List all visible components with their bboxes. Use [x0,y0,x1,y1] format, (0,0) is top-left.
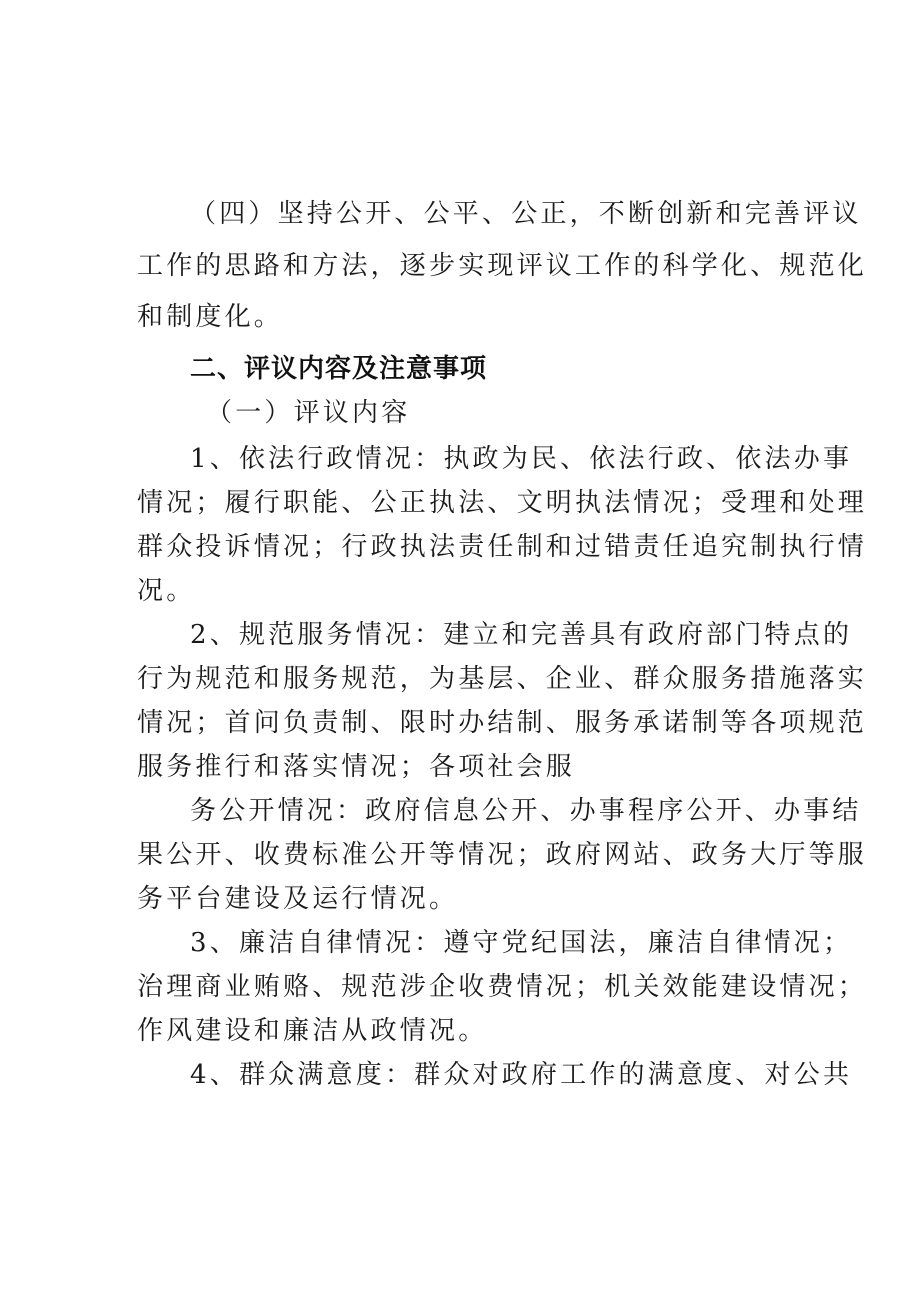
item-2-cont-line-2: 果公开、收费标准公开等情况；政府网站、政务大厅等服 [137,840,868,870]
item-2-line-1: 2、规范服务情况：建立和完善具有政府部门特点的 [190,620,853,650]
paragraph-4-line-2: 工作的思路和方法，逐步实现评议工作的科学化、规范化 [137,251,868,281]
item-2-cont-line-1: 务公开情况：政府信息公开、办事程序公开、办事结 [190,796,862,826]
item-1-line-1: 1、依法行政情况：执政为民、依法行政、依法办事 [190,444,853,474]
item-4-line-1: 4、群众满意度：群众对政府工作的满意度、对公共 [190,1060,853,1090]
item-2-line-4: 服务推行和落实情况；各项社会服 [137,752,576,782]
paragraph-4-line-3: 和制度化。 [137,302,284,332]
item-2-line-3: 情况；首问负责制、限时办结制、服务承诺制等各项规范 [137,708,868,738]
item-1-line-2: 情况；履行职能、公正执法、文明执法情况；受理和处理 [137,488,868,518]
item-3-line-3: 作风建设和廉洁从政情况。 [137,1016,488,1046]
item-1-line-3: 群众投诉情况；行政执法责任制和过错责任追究制执行情 [137,532,868,562]
item-1-line-4: 况。 [137,576,196,606]
item-3-line-2: 治理商业贿赂、规范涉企收费情况；机关效能建设情况； [137,972,868,1002]
paragraph-4-line-1: （四）坚持公开、公平、公正，不断创新和完善评议 [190,199,862,229]
item-2-cont-line-3: 务平台建设及运行情况。 [137,884,459,914]
item-3-line-1: 3、廉洁自律情况：遵守党纪国法，廉洁自律情况； [190,928,853,958]
subsection-1-heading: （一）评议内容 [206,398,411,428]
item-2-line-2: 行为规范和服务规范，为基层、企业、群众服务措施落实 [137,664,868,694]
section-2-heading: 二、评议内容及注意事项 [190,354,488,384]
